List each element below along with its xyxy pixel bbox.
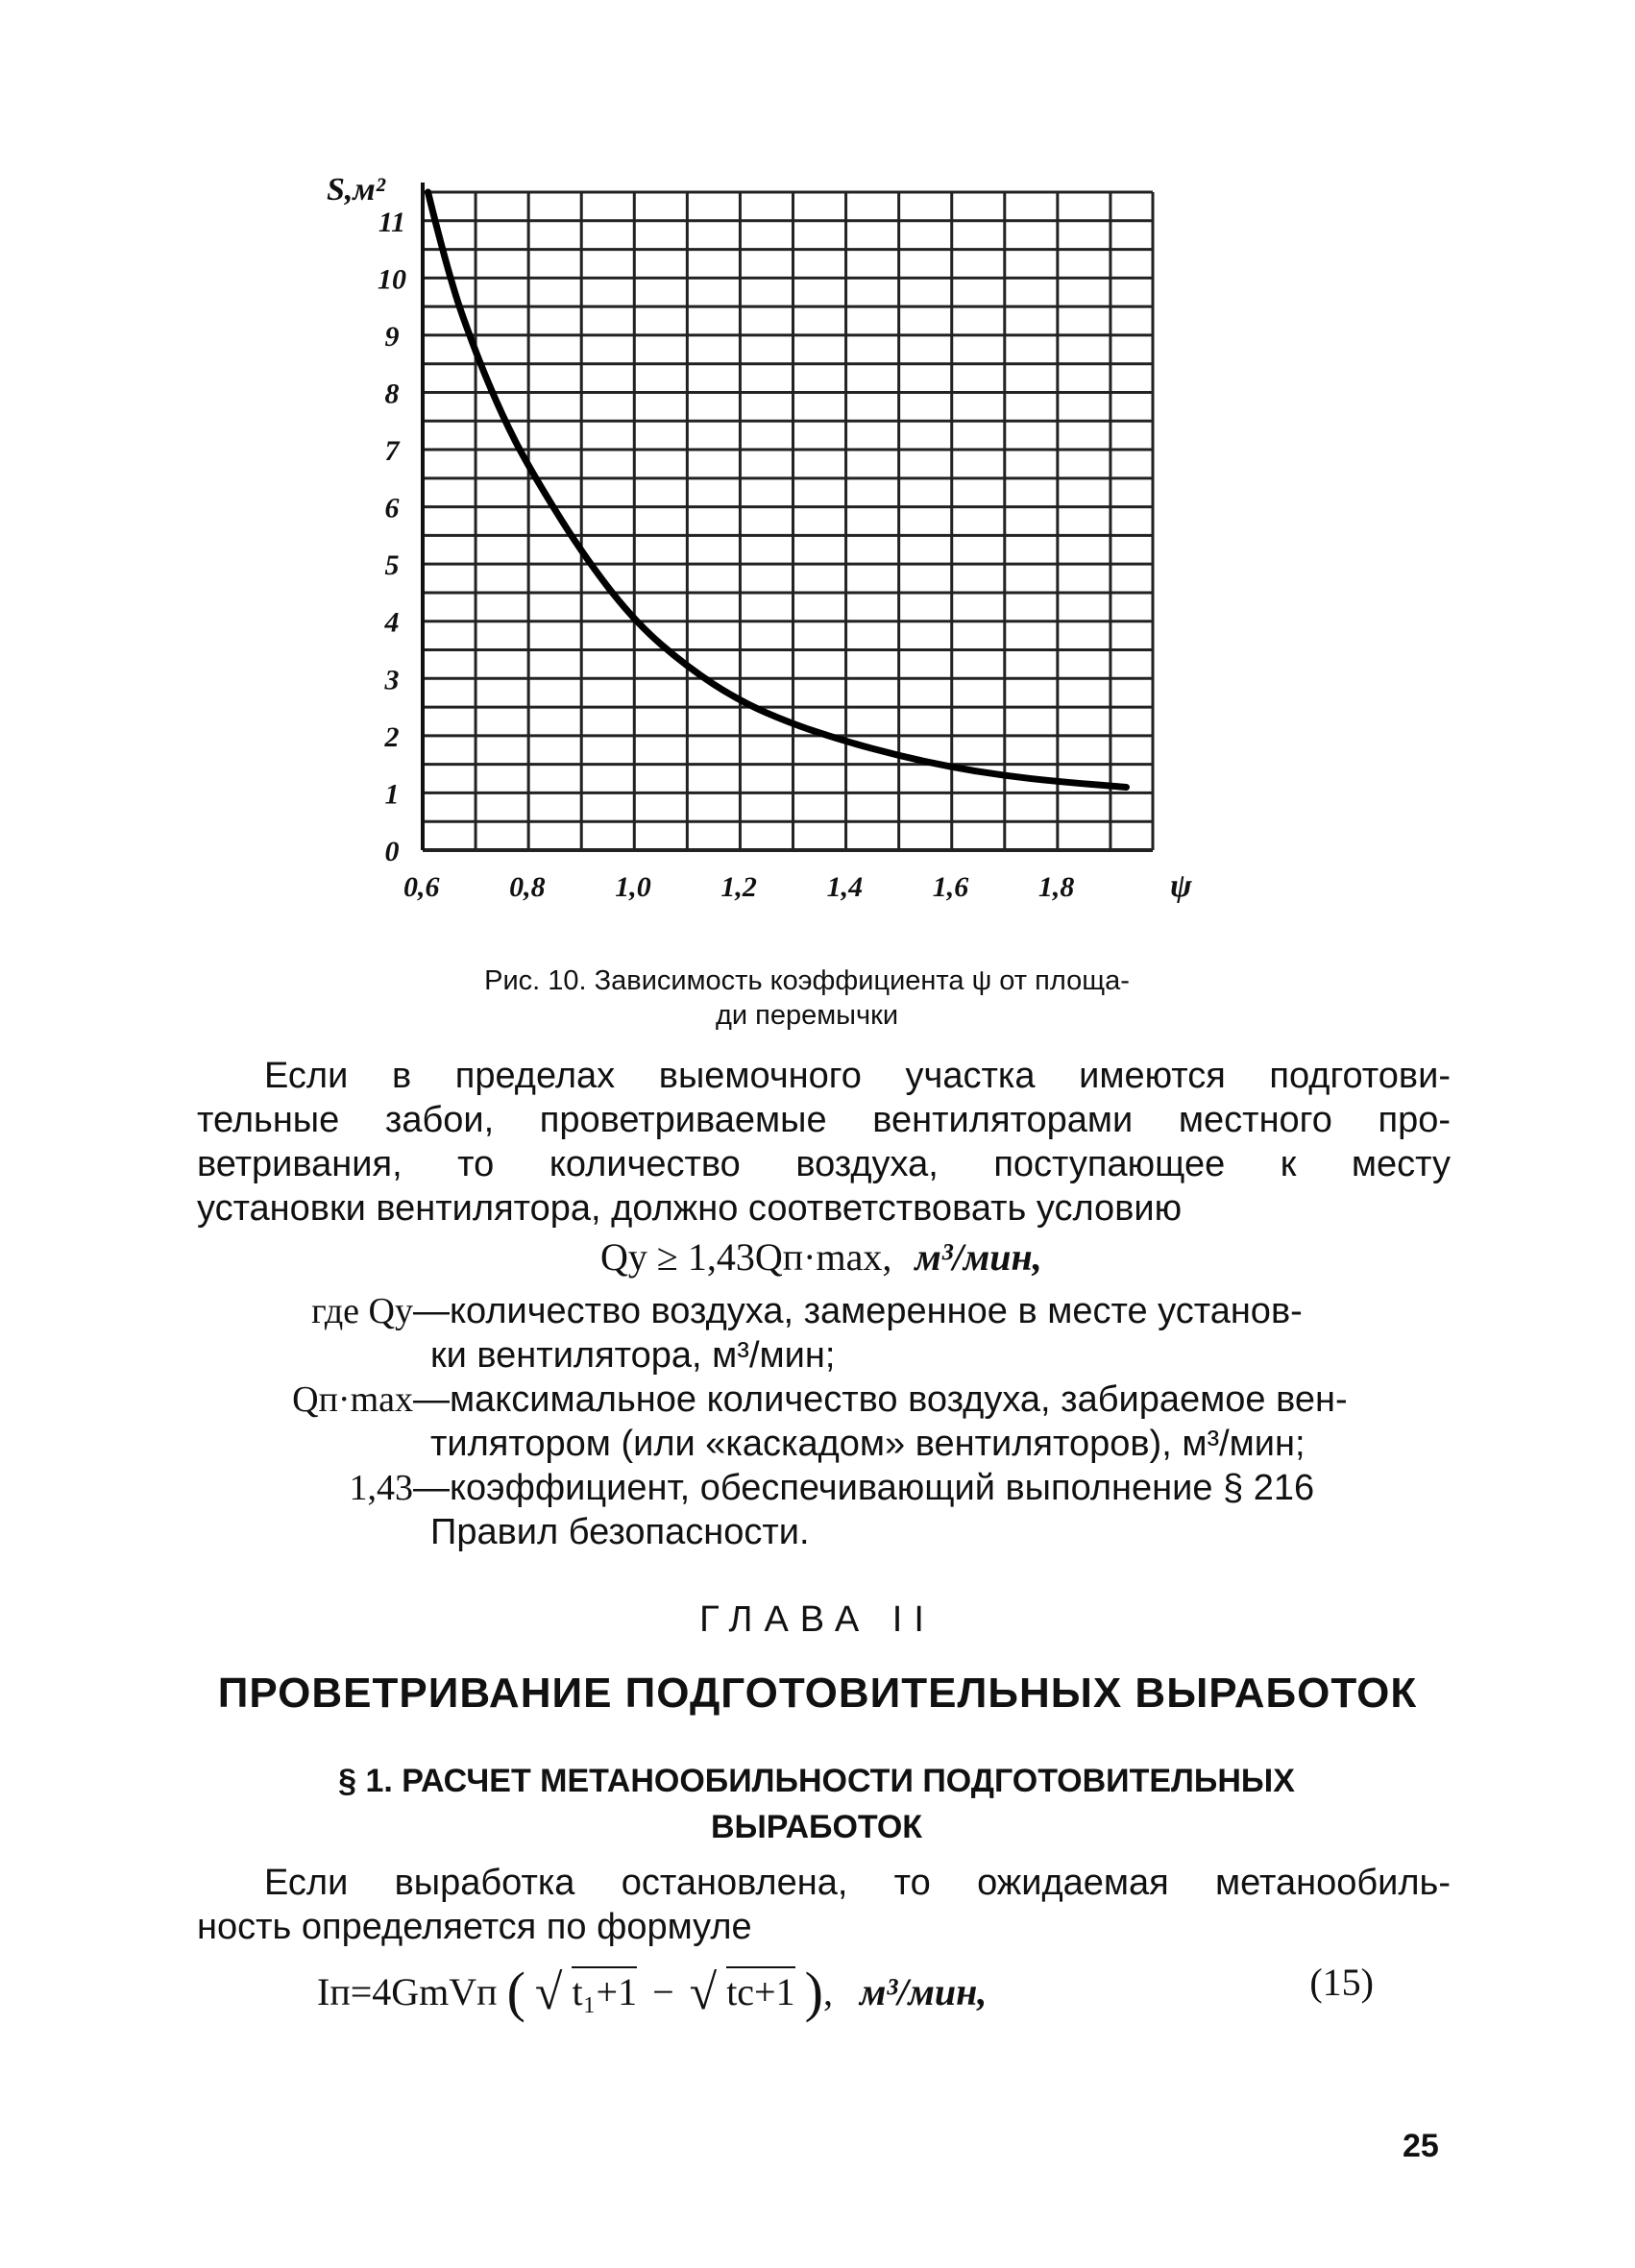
paragraph-line: Если выработка остановлена, то ожидаемая метанообиль- xyxy=(264,1863,1451,1903)
definition-term: Qп·max xyxy=(292,1379,413,1420)
caption-line-2: ди перемычки xyxy=(715,1000,899,1031)
minus-sign: − xyxy=(652,1970,674,2013)
chapter-title: ПРОВЕТРИВАНИЕ ПОДГОТОВИТЕЛЬНЫХ ВЫРАБОТОК xyxy=(217,1670,1418,1717)
y-tick-label: 2 xyxy=(384,720,400,753)
definition-row xyxy=(192,1378,1451,1466)
x-tick-label: 1,8 xyxy=(1037,871,1075,903)
paragraph-line: ность определяется по формуле xyxy=(197,1907,752,1947)
formula-15: Iп=4GmVп ( √ t₁+1 − √ tс+1 ), м³/мин, (15) xyxy=(317,1961,1374,2023)
paren-open: ( xyxy=(506,1961,525,2023)
figure-caption xyxy=(327,963,1287,1033)
x-tick-label: 1,4 xyxy=(826,871,864,903)
paragraph-line: ветривания, то количество воздуха, поступающее к месту xyxy=(197,1144,1451,1184)
y-tick-label: 1 xyxy=(384,778,400,811)
definition-text-cont: тилятором (или «каскадом» вентиляторов), м³/мин; xyxy=(430,1424,1306,1464)
paragraph-line: Если в пределах выемочного участка имеются подготови- xyxy=(264,1056,1451,1096)
definition-row xyxy=(192,1466,1451,1554)
formula-lhs: Iп=4GmVп xyxy=(317,1970,498,2013)
x-tick-label: 1,6 xyxy=(932,871,969,903)
series-line xyxy=(428,192,1127,787)
definition-text-cont: Правил безопасности. xyxy=(430,1512,810,1552)
paragraph-1 xyxy=(197,1054,1451,1231)
section-title-line-1: § 1. РАСЧЕТ МЕТАНООБИЛЬНОСТИ ПОДГОТОВИТЕЛЬНЫХ xyxy=(338,1763,1295,1799)
x-tick-label: 0,6 xyxy=(403,871,440,903)
y-tick-label: 5 xyxy=(384,549,400,582)
y-tick-label: 10 xyxy=(378,263,406,296)
y-tick-label: 9 xyxy=(384,320,400,353)
caption-line-1: Рис. 10. Зависимость коэффициента ψ от площа- xyxy=(484,965,1130,996)
x-axis-label: ψ xyxy=(1170,868,1192,904)
definition-text: коэффициент, обеспечивающий выполнение § 216 xyxy=(450,1468,1315,1508)
definition-text: максимальное количество воздуха, забираемое вен- xyxy=(450,1379,1348,1420)
formula-1 xyxy=(600,1234,1042,1280)
paren-close: ) xyxy=(804,1961,823,2023)
x-tick-label: 1,2 xyxy=(720,871,757,903)
formula-units: м³/мин, xyxy=(859,1970,988,2013)
y-tick-label: 0 xyxy=(384,836,400,867)
sqrt-argument-1: t₁+1 xyxy=(572,1966,637,2013)
sqrt-icon: √ xyxy=(689,1965,718,2020)
definition-dash: — xyxy=(413,1291,450,1331)
paragraph-2 xyxy=(197,1861,1451,1949)
figure-10 xyxy=(327,154,1287,961)
definition-text: количество воздуха, замеренное в месте установ- xyxy=(450,1291,1303,1331)
definition-dash: — xyxy=(413,1379,450,1420)
y-tick-label: 4 xyxy=(384,606,400,639)
x-tick-label: 0,8 xyxy=(509,871,546,903)
sqrt-argument-2: tс+1 xyxy=(726,1966,794,2013)
y-tick-label: 11 xyxy=(378,206,406,238)
section-title xyxy=(240,1758,1393,1850)
chart xyxy=(327,154,1287,961)
y-tick-label: 8 xyxy=(384,378,400,410)
definition-text-cont: ки вентилятора, м³/мин; xyxy=(430,1335,836,1376)
section-title-line-2: ВЫРАБОТОК xyxy=(710,1809,923,1845)
definition-row xyxy=(192,1289,1451,1378)
paragraph-line: тельные забои, проветриваемые вентиляторами местного про- xyxy=(197,1100,1451,1140)
y-tick-label: 7 xyxy=(384,435,400,468)
equation-number: (15) xyxy=(1309,1961,1374,2004)
x-tick-label: 1,0 xyxy=(615,871,651,903)
formula-expression: Qу ≥ 1,43Qп·max, xyxy=(600,1235,892,1279)
formula-units: м³/мин, xyxy=(915,1235,1042,1279)
chapter-label: ГЛАВА II xyxy=(699,1599,936,1640)
paragraph-line: установки вентилятора, должно соответствовать условию xyxy=(197,1188,1183,1229)
definition-term: 1,43 xyxy=(349,1468,413,1508)
y-tick-label: 3 xyxy=(384,664,400,696)
y-tick-label: 6 xyxy=(384,492,400,524)
sqrt-icon: √ xyxy=(534,1965,563,2020)
y-axis-label: S,м² xyxy=(327,172,385,207)
definition-term: где Qу xyxy=(311,1291,413,1331)
definition-dash: — xyxy=(413,1468,450,1508)
page-number: 25 xyxy=(1403,2128,1439,2164)
